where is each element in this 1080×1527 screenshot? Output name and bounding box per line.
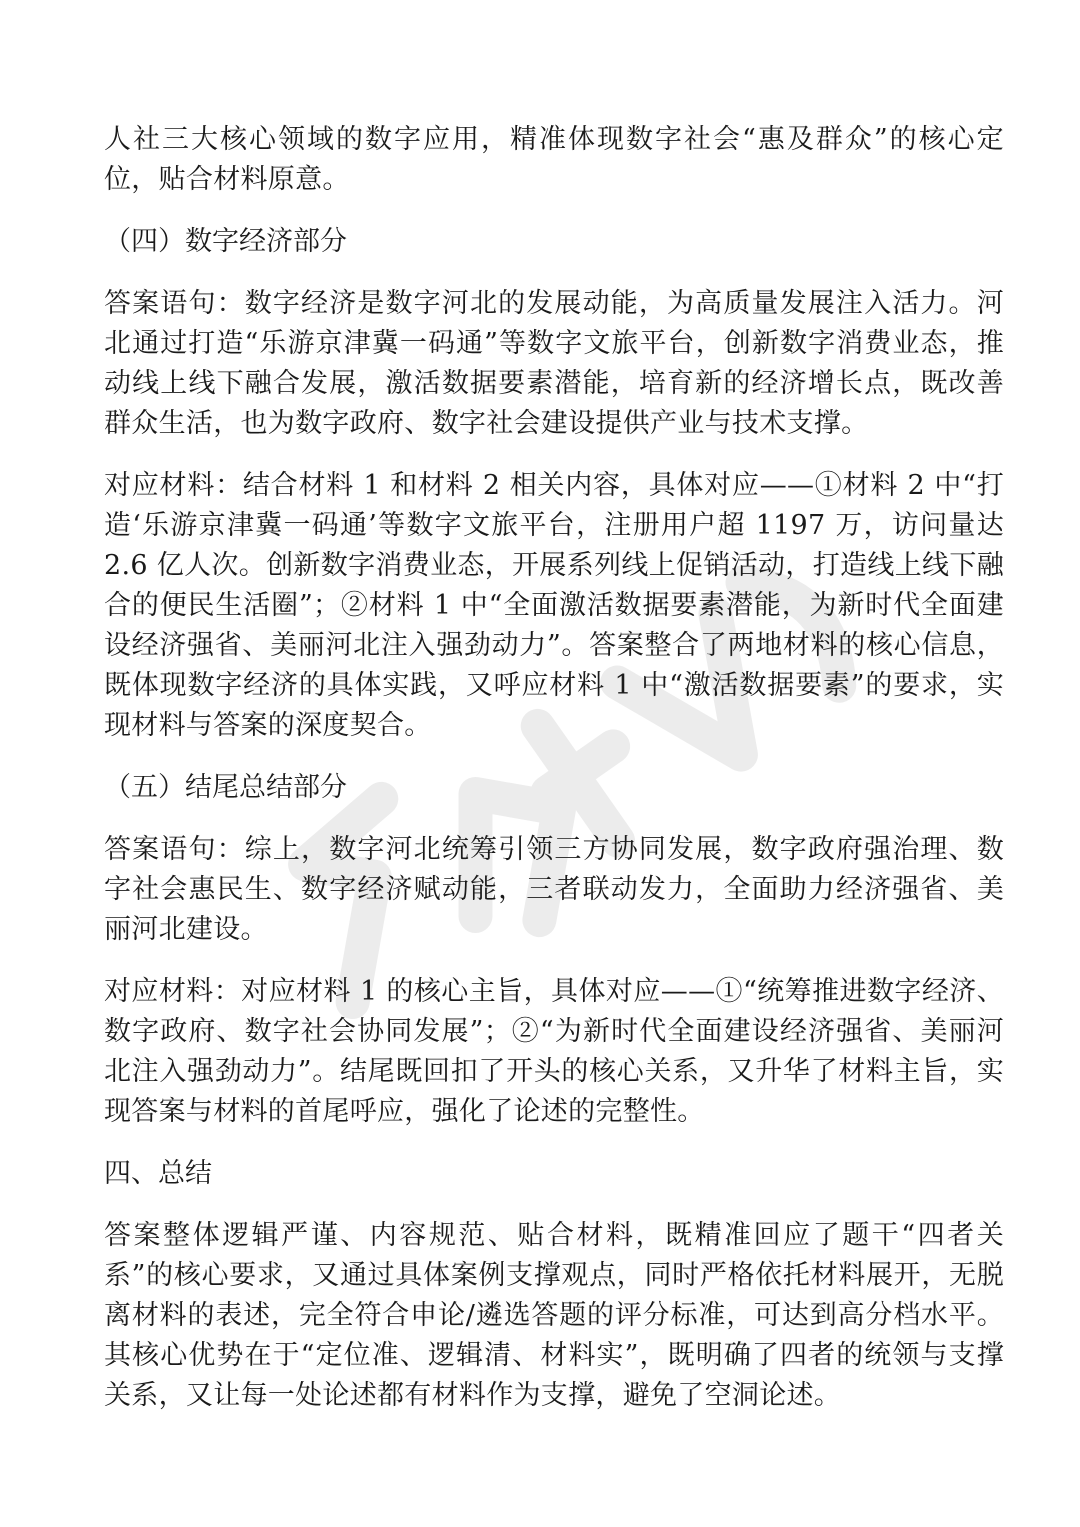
summary-paragraph: 答案整体逻辑严谨、内容规范、贴合材料，既精准回应了题干“四者关系”的核心要求，又通过具体案例支撑观点，同时严格依托材料展开，无脱离材料的表述，完全符合申论/遴选答题的评分标准，可达到高分档水平。其核心优势在于“定位准、逻辑清、材料实”，既明确了四者的统领与支撑关系，又让每一处论述都有材料作为支撑，避免了空洞论述。: [104, 1220, 1004, 1411]
section-heading-summary: 四、总结: [104, 1158, 212, 1189]
section-heading-conclusion: （五）结尾总结部分: [104, 772, 347, 803]
conclusion-answer-paragraph: 答案语句：综上，数字河北统筹引领三方协同发展，数字政府强治理、数字社会惠民生、数字经济赋动能，三者联动发力，全面助力经济强省、美丽河北建设。: [104, 834, 1004, 945]
digital-economy-answer-paragraph: 答案语句：数字经济是数字河北的发展动能，为高质量发展注入活力。河北通过打造“乐游京津冀一码通”等数字文旅平台，创新数字消费业态，推动线上线下融合发展，激活数据要素潜能，培育新的经济增长点，既改善群众生活，也为数字政府、数字社会建设提供产业与技术支撑。: [104, 288, 1004, 439]
digital-economy-material-paragraph: 对应材料：结合材料 1 和材料 2 相关内容，具体对应——①材料 2 中“打造‘乐游京津冀一码通’等数字文旅平台，注册用户超 1197 万，访问量达 2.6 亿人次。创新数字消费业态，开展系列线上促销活动，打造线上线下融合的便民生活圈”；②材料 1 中“全面激活数据要素潜能，为新时代全面建设经济强省、美丽河北注入强劲动力”。答案整合了两地材料的核心信息，既体现数字经济的具体实践，又呼应材料 1 中“激活数据要素”的要求，实现材料与答案的深度契合。: [104, 470, 1004, 741]
intro-paragraph: 人社三大核心领域的数字应用，精准体现数字社会“惠及群众”的核心定位，贴合材料原意。: [104, 124, 1004, 195]
conclusion-material-paragraph: 对应材料：对应材料 1 的核心主旨，具体对应——①“统筹推进数字经济、数字政府、数字社会协同发展”；②“为新时代全面建设经济强省、美丽河北注入强劲动力”。结尾既回扣了开头的核心关系，又升华了材料主旨，实现答案与材料的首尾呼应，强化了论述的完整性。: [104, 976, 1004, 1127]
document-page: [104, 120, 1004, 1438]
section-heading-digital-economy: （四）数字经济部分: [104, 226, 347, 257]
